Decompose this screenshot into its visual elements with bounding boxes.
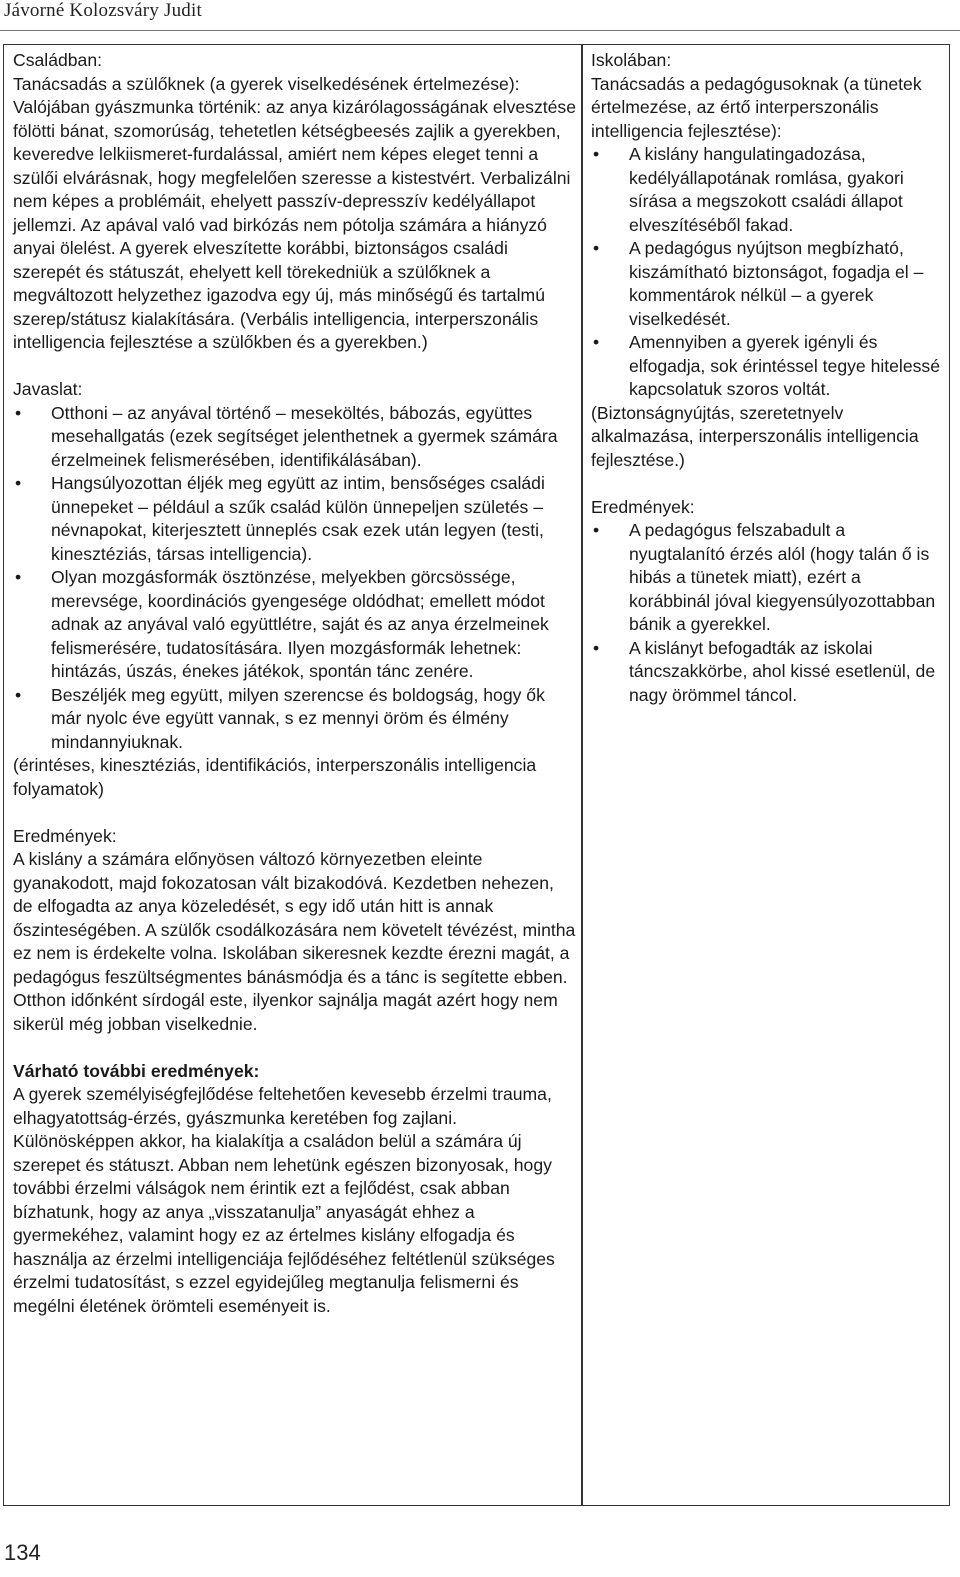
family-text: Valójában gyászmunka történik: az anya kizárólagosságának elvesztése fölötti bánat, szomorúság, tehetetlen kétségbeesés zajlik a gyerekben, keveredve lelkiismeret-furdalással, amiért nem képes eleget tenni a szülői elvárásnak, hogy megfelelően szeresse a kistestvért. Verbalizálni nem képes a problémáit, ehelyett passzív-depresszív kedélyállapot jellemzi. Az apával való vad birkózás nem pótolja számára a hiányzó anyai ölelést. A gyerek elveszítette korábbi, biztonságos családi szerepét és státuszát, ehelyett kell törekedniük a szülőknek a megváltozott helyzethez igazodva egy új, más minőségű és tartalmú szerep/státusz kialakítására. (Verbális intelligencia, interperszonális intelligencia fejlesztése a szülőkben és a gyerekben.)	[13, 97, 576, 352]
school-note: (Biztonságnyújtás, szeretetnyelv alkalmazása, interperszonális intelligencia fejlesztése.)	[591, 402, 919, 470]
family-subheading: Tanácsadás a szülőknek (a gyerek viselkedésének értelmezése):	[13, 73, 520, 94]
column-divider	[581, 45, 583, 1505]
proposal-list	[13, 402, 576, 755]
family-heading: Családban:	[13, 50, 103, 70]
left-column	[13, 49, 576, 1318]
list-item: • Amennyiben a gyerek igényli és elfogadja, sok érintéssel tegye hitelessé kapcsolatuk szoros voltát.	[591, 331, 943, 402]
list-item: • A pedagógus nyújtson megbízható, kiszámítható biztonságot, fogadja el – kommentárok nélkül – a gyerek viselkedését.	[591, 237, 943, 331]
page-number: 134	[4, 1540, 41, 1565]
proposal-heading: Javaslat:	[13, 379, 83, 399]
list-item: • A kislányt befogadták az iskolai táncszakkörbe, ahol kissé esetlenül, de nagy örömmel táncol.	[591, 637, 943, 708]
school-heading: Iskolában:	[591, 50, 672, 70]
list-item: • Beszéljék meg együtt, milyen szerencse és boldogság, hogy ők már nyolc éve együtt vannak, s ez mennyi öröm és élmény mindannyiuknak.	[13, 684, 576, 755]
running-header: Jávorné Kolozsváry Judit	[4, 0, 202, 21]
expected-text: A gyerek személyiségfejlődése feltehetően kevesebb érzelmi trauma, elhagyatottság-érzés, gyászmunka keretében fog zajlani. Különösképpen akkor, ha kialakítja a családon belül a számára új szerepet és státuszt. Abban nem lehetünk egészen bizonyosak, hogy további érzelmi válságok nem érintik ezt a fejlődést, csak abban bízhatunk, hogy az anya „visszatanulja” anyaságát ehhez a gyermekéhez, valamint hogy ez az értelmes kislány elfogadja és használja az érzelmi intelligenciája fejlődéséhez feltétlenül szükséges érzelmi tudatosítást, s ezzel egyidejűleg megtanulja felismerni és megélni életének örömteli eseményeit is.	[13, 1084, 555, 1316]
proposal-note: (érintéses, kinesztéziás, identifikációs, interperszonális intelligencia folyamatok)	[13, 755, 537, 799]
expected-heading: Várható további eredmények:	[13, 1060, 260, 1081]
school-results-heading: Eredmények:	[591, 496, 695, 517]
school-subheading: Tanácsadás a pedagógusoknak (a tünetek értelmezése, az értő interperszonális intelligencia fejlesztése):	[591, 73, 922, 141]
right-column	[591, 49, 943, 707]
school-list	[591, 143, 943, 402]
list-item: • Hangsúlyozottan éljék meg együtt az intim, bensőséges családi ünnepeket – például a szűk család külön ünnepeljen születés – névnapokat, kiterjesztett ünneplés csak ezek után legyen (testi, kinesztéziás, társas intelligencia).	[13, 472, 576, 566]
results-text: A kislány a számára előnyösen változó környezetben eleinte gyanakodott, majd fokozatosan vált bizakodóvá. Kezdetben nehezen, de elfogadta az anya közeledését, s egy idő után hitt is annak őszinteségében. A szülők csodálkozására nem követelt tévézést, mintha ez nem is érdekelte volna. Iskolában sikeresnek kezdte érezni magát, a pedagógus feszültségmentes bánásmódja és a tánc is segítette ebben. Otthon időnként sírdogál este, ilyenkor sajnálja magát azért hogy nem sikerül még jobban viselkednie.	[13, 849, 576, 1034]
results-heading: Eredmények:	[13, 825, 117, 846]
school-results-list	[591, 519, 943, 707]
list-item: • Olyan mozgásformák ösztönzése, melyekben görcsössége, merevsége, koordinációs gyengesége oldódhat; emellett módot adnak az anyával való együttlétre, saját és az anya érzelmeinek felismerésére, tudatosítására. Ilyen mozgásformák lehetnek: hintázás, úszás, énekes játékok, spontán tánc zenére.	[13, 566, 576, 684]
list-item: • A pedagógus felszabadult a nyugtalanító érzés alól (hogy talán ő is hibás a tünetek miatt), ezért a korábbinál jóval kiegyensúlyozottabban bánik a gyerekkel.	[591, 519, 943, 637]
header-rule	[0, 30, 960, 31]
content-table	[3, 44, 950, 1506]
list-item: • A kislány hangulatingadozása, kedélyállapotának romlása, gyakori sírása a megszokott családi állapot elveszítéséből fakad.	[591, 143, 943, 237]
list-item: • Otthoni – az anyával történő – meseköltés, bábozás, együttes mesehallgatás (ezek segítséget jelenthetnek a gyermek számára érzelmeinek felismerésében, identifikálásában).	[13, 402, 576, 473]
